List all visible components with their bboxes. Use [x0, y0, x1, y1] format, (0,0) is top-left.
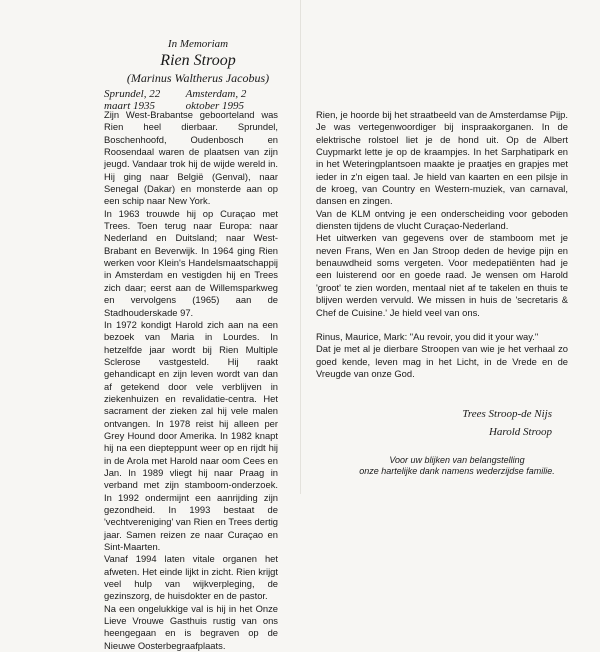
card-header [108, 38, 288, 86]
farewell-quote: Rinus, Maurice, Mark: "Au revoir, you did it your way." [316, 330, 539, 342]
paragraph-spacer [316, 319, 568, 331]
biography-column [104, 109, 278, 652]
tribute-paragraph: Rien, je hoorde bij het straatbeeld van de Amsterdamse Pijp. Je was vertegenwoordiger bij inspraakorganen. In de elektrische rolstoel liet je de hond uit. Op de Albert Cuypmarkt lette je op de kraampjes. In het Sarphatipark en in het Weteringplantsoen maakte je praatjes en grapjes met ieder in z'n eigen taal. Je hield van kaarten en een pilsje in de kroeg, van Country en Western-muziek, van carnaval, dansen en zingen. [316, 109, 568, 207]
thanks-line: onze hartelijke dank namens wederzijdse familie. [359, 466, 555, 476]
birth-date: Sprundel, 22 maart 1935 [104, 88, 161, 112]
bio-paragraph: Vanaf 1994 laten vitale organen het afweten. Het einde lijkt in zicht. Rien krijgt veel hulp van wijkverpleging, de gezinszorg, de huisdokter en de pastor. [104, 553, 278, 602]
closing-blessing: Dat je met al je dierbare Stroopen van wie je het verhaal zo goed kende, leven mag in het Licht, in de Vrede en de Vreugde van onze God. [316, 343, 568, 379]
signatures [462, 405, 552, 441]
bio-paragraph: Na een ongelukkige val is hij in het Onze Lieve Vrouwe Gasthuis rustig van ons heengegaan en is begraven op de Nieuwe Oosterbegraafplaats. [104, 602, 278, 651]
tribute-column [316, 109, 568, 380]
card-fold-line [300, 0, 301, 494]
thanks-line: Voor uw blijken van belangstelling [389, 455, 525, 465]
deceased-full-name: (Marinus Waltherus Jacobus) [126, 71, 270, 85]
death-date: Amsterdam, 2 oktober 1995 [185, 88, 247, 112]
bio-paragraph: In 1963 trouwde hij op Curaçao met Trees. Toen terug naar Europa: naar Nederland en Duitsland; naar West-Brabant en Beverwijk. In 1964 ging Rien werken voor Klein's Handelsmaatschappij in Amsterdam en vestigden hij en Trees zich daar; eerst aan de Willemsparkweg en vervolgens (1965) aan de Stadhouderskade 97. [104, 207, 278, 318]
in-memoriam-label: In Memoriam [167, 38, 229, 50]
bio-paragraph: In 1972 kondigt Harold zich aan na een bezoek van Maria in Lourdes. In hetzelfde jaar wordt bij Rien Multiple Sclerose vastgesteld. Hij raakt gehandicapt en zijn leven wordt van dan af getekend door vele verblijven in ziekenhuizen en revalidatie-centra. Het sacrament der zieken zal hij vele malen ontvangen. In 1978 reist hij alleen per Grey Hound door Amerika. In 1982 knapt hij na een diepteppunt weer op en rijdt hij in de Arola met Harold naar oom Cees en Jan. In 1989 vliegt hij naar Praag in verband met zijn stamboom-onderzoek. In 1992 ondermijnt een aanrijding zijn gezondheid. In 1993 bestaat de 'vechtvereniging' van Rien en Trees dertig jaar. Samen reizen ze naar Curaçao en Sint-Maarten. [104, 318, 278, 553]
tribute-paragraph: Van de KLM ontving je een onderscheiding voor geboden diensten tijdens de vlucht Curaçao-Nederland. [316, 207, 568, 232]
thanks-note [352, 455, 562, 477]
bio-paragraph: Zijn West-Brabantse geboorteland was Rien heel dierbaar. Sprundel, Boschenhoofd, Oudenbosch en Roosendaal waren de plaatsen van zijn jeugd. Vandaar trok hij de wijde wereld in. Hij ging naar België (Genval), naar Senegal (Dakar) en monsterde aan op een schip naar New York. [104, 109, 278, 207]
tribute-paragraph: Het uitwerken van gegevens over de stamboom met je neven Frans, Wen en Jan Stroop deden de hevige pijn en benauwdheid soms vergeten. Voor medepatiënten had je een luisterend oor en goede raad. Je wensen om Harold 'groot' te zien worden, mentaal niet af te takelen en thuis te blijven werden vervuld. We missen in huis de 'secretaris & Chef de Cuisine.' Je hield veel van ons. [316, 232, 568, 318]
signature-son: Harold Stroop [488, 426, 552, 438]
signature-spouse: Trees Stroop-de Nijs [462, 408, 552, 420]
deceased-name: Rien Stroop [160, 52, 236, 69]
